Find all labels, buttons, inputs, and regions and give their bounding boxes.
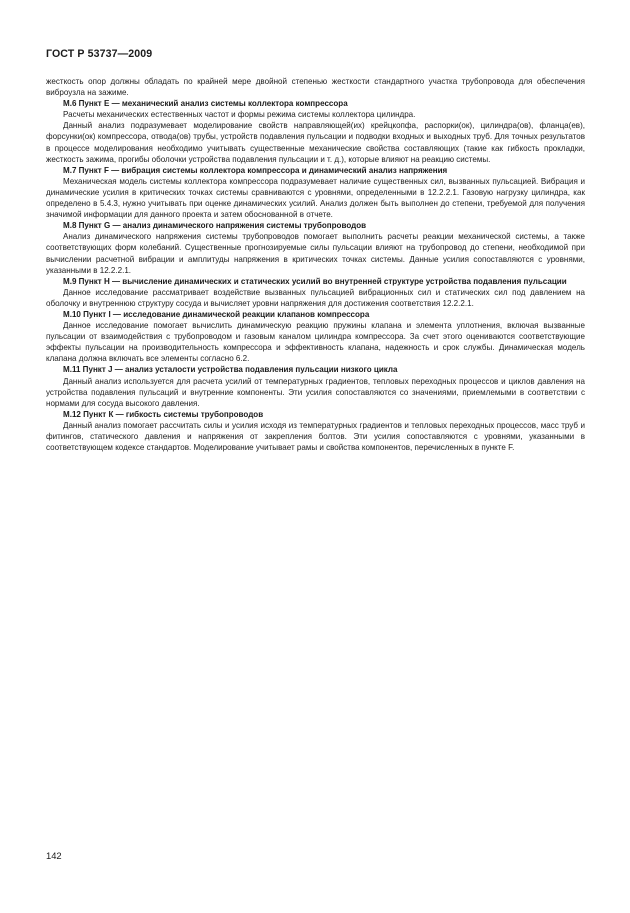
paragraph: Расчеты механических естественных частот и формы режима системы коллектора цилиндра.: [63, 110, 416, 120]
paragraph: Данный анализ помогает рассчитать силы и усилия исходя из температурных градиентов и тепловых переходных процессов, масс труб и фитингов, статического давления и напряжения от закрепления болтов. Эти усилия сопоставляются с уровнями, указанными в соответствующем кодексе стандартов. Моделирование учитывает рамы и свойства компонентов, перечисленных в пункте F.: [46, 420, 585, 453]
section-heading: М.12 Пункт К — гибкость системы трубопроводов: [63, 409, 264, 419]
paragraph: Механическая модель системы коллектора компрессора подразумевает наличие существенных сил, вызванных пульсацией. Вибрация и динамические усилия в критических точках системы сравниваются с уровнями, определенными в 12.2.2.1. Газовую нагрузку цилиндра, как определено в 5.4.3, нужно учитывать при оценке динамических усилий. Анализ должен быть выполнен до степени, требуемой для получения значимой информации для данного проекта и затем обоснованной в отчете.: [46, 176, 585, 220]
section-heading: М.10 Пункт I — исследование динамической реакции клапанов компрессора: [63, 309, 370, 319]
document-header: ГОСТ Р 53737—2009: [46, 48, 153, 60]
paragraph: Данное исследование рассматривает воздействие вызванных пульсацией вибрационных сил и статических сил под давлением на оболочку и внутреннюю структуру сосуда и вычисляет уровни напряжения для достижения соответствия 12.2.2.1.: [46, 287, 585, 308]
paragraph: Анализ динамического напряжения системы трубопроводов помогает выполнить расчеты реакции механической системы, а также соответствующих форм колебаний. Существенные прогнозируемые силы пульсации влияют на трубопровод до степени, необходимой при вычислении расчетной вибрации и амплитуды напряжения в критических точках системы. Данные усилия сопоставляются с уровнями, указанными в 12.2.2.1.: [46, 232, 585, 275]
section-heading: М.6 Пункт Е — механический анализ системы коллектора компрессора: [63, 99, 348, 109]
paragraph: Данное исследование помогает вычислить динамическую реакцию пружины клапана и элемента уплотнения, включая вызванные пульсации от взаимодействия с трубопроводом и газовым каналом цилиндра компрессора. За счет этого оцениваются соответствующие эффекты пульсации на производительность компрессора и эффективность клапана, надежность и срок службы. Динамическая модель клапана должна включать все элементы согласно 6.2.: [46, 321, 585, 364]
paragraph: жесткость опор должны обладать по крайней мере двойной степенью жесткости стандартного участка трубопровода для обеспечения виброузла на зажиме.: [46, 77, 585, 98]
section-heading: М.7 Пункт F — вибрация системы коллектора компрессора и динамический анализ напряжения: [63, 165, 448, 175]
paragraph: Данный анализ подразумевает моделирование свойств направляющей(их) крейцкопфа, распорки(ок), цилиндра(ов), фланца(ев), форсунки(ок) компрессора, отвода(ов) трубы, устройств подавления пульсации и подводки входных и выходных труб. Для точных результатов в процессе моделирования необходимо учитывать существенные механические свойства составляющих (такие как гибкость прокладки, жесткость зажима, прогибы оболочки устройства подавления пульсации и т. д.), которые влияют на реакцию системы.: [46, 121, 585, 164]
document-body: [46, 76, 585, 453]
section-heading: М.8 Пункт G — анализ динамического напряжения системы трубопроводов: [63, 221, 367, 231]
section-heading: М.11 Пункт J — анализ усталости устройства подавления пульсации низкого цикла: [63, 365, 398, 375]
paragraph: Данный анализ используется для расчета усилий от температурных градиентов, тепловых переходных процессов и циклов давления на устройства подавления пульсаций и внутренние компоненты. Эти усилия сопоставляются со значениями, приемлемыми в соответствии с нормами для сосуда высокого давления.: [46, 376, 585, 408]
section-heading: М.9 Пункт Н — вычисление динамических и статических усилий во внутренней структуре устройства подавления пульсации: [63, 276, 567, 286]
page-number: 142: [46, 850, 62, 861]
